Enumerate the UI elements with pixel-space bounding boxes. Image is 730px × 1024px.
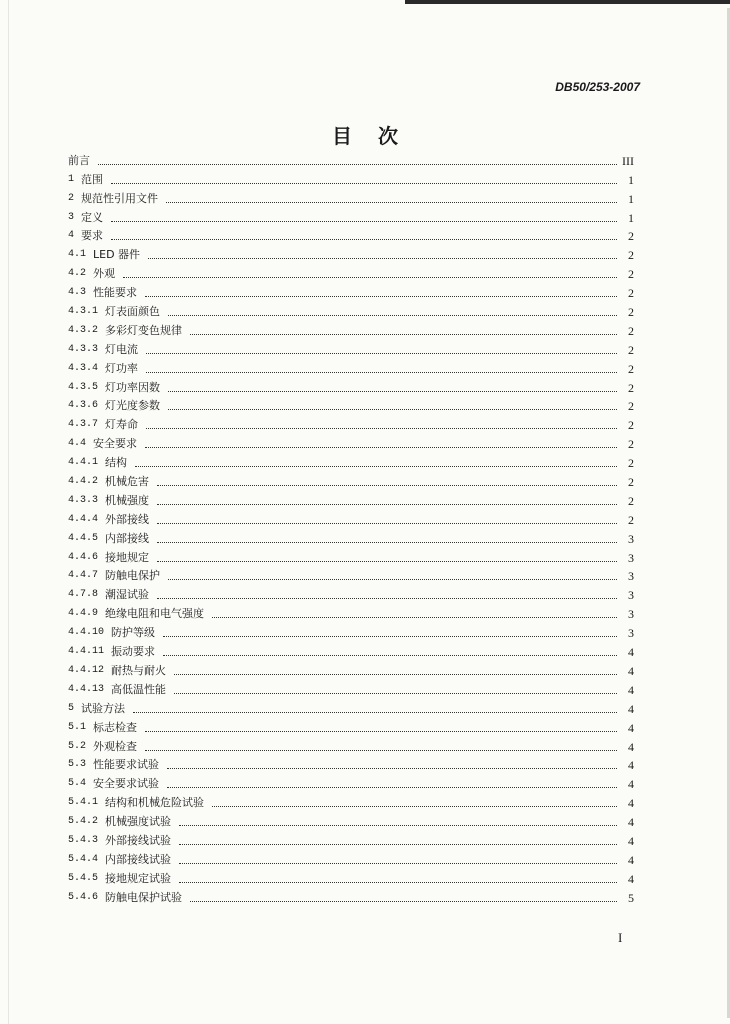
table-of-contents [68,149,634,905]
toc-entry-page: 4 [628,758,634,773]
toc-entry-title: 外部接线 [98,512,150,526]
toc-entry-page: 2 [628,267,634,282]
toc-entry-page: 3 [628,550,634,565]
toc-entry-title: 机械强度试验 [98,815,172,829]
toc-entry-title: 安全要求试验 [86,777,160,791]
toc-entry-number: 4.3.7 [68,419,99,431]
toc-entry-number: 2 [68,192,75,204]
toc-entry-page: 2 [628,475,634,490]
toc-dot-leader [167,786,617,788]
toc-entry-number: 4.3 [68,287,87,299]
toc-entry-page: III [622,153,634,168]
toc-entry-page: 4 [628,796,634,811]
toc-entry-number: 4.4.2 [68,476,99,488]
toc-dot-leader [167,767,617,769]
toc-entry-number: 5 [68,702,75,714]
toc-entry-title: 外观 [86,267,116,281]
toc-entry[interactable] [68,659,634,678]
toc-entry-page: 4 [628,701,634,716]
toc-entry[interactable] [68,678,634,697]
toc-entry-title: 内部接线试验 [98,852,172,866]
toc-dot-leader [190,333,617,335]
toc-entry-number: 4.3.4 [68,362,99,374]
toc-entry-page: 2 [628,493,634,508]
toc-entry-title: 标志检查 [86,720,138,734]
toc-entry-number: 5.4.6 [68,891,99,903]
toc-entry-title: 潮湿试验 [98,588,150,602]
toc-entry-number: 4.4 [68,438,87,450]
toc-dot-leader [145,295,617,297]
toc-dot-leader [179,862,617,864]
toc-entry[interactable] [68,886,634,905]
document-code: DB50/253-2007 [555,80,640,94]
toc-entry[interactable] [68,300,634,319]
toc-entry-title: 灯电流 [98,342,139,356]
toc-entry-page: 2 [628,248,634,263]
toc-dot-leader [212,616,617,618]
toc-entry-number: 4.3.1 [68,306,99,318]
toc-entry-number: 4.4.7 [68,570,99,582]
toc-entry-number: 4.3.3 [68,343,99,355]
toc-entry-title: 外观检查 [86,739,138,753]
toc-entry[interactable] [68,338,634,357]
toc-entry-number: 4.7.8 [68,589,99,601]
toc-entry-number: 4.1 [68,249,87,261]
toc-entry-page: 2 [628,323,634,338]
toc-entry[interactable] [68,319,634,338]
toc-entry-number: 5.4.2 [68,816,99,828]
toc-entry-title: 性能要求 [86,286,138,300]
toc-entry[interactable] [68,395,634,414]
toc-entry-number: 5.4.4 [68,853,99,865]
toc-entry-title: 灯表面颜色 [98,305,161,319]
toc-entry[interactable] [68,791,634,810]
toc-entry-page: 2 [628,512,634,527]
toc-entry[interactable] [68,546,634,565]
toc-entry-title: LED 器件 [86,248,141,262]
toc-entry[interactable] [68,716,634,735]
toc-entry-title: 结构和机械危险试验 [98,796,205,810]
toc-entry-title: 前言 [68,153,90,167]
toc-entry-title: 结构 [98,456,128,470]
toc-entry-title: 灯光度参数 [98,399,161,413]
toc-entry-title: 试验方法 [74,701,126,715]
title-char-left: 目 [332,124,352,148]
toc-entry[interactable] [68,281,634,300]
toc-entry-title: 绝缘电阻和电气强度 [98,607,205,621]
toc-entry-number: 4.4.10 [68,627,105,639]
toc-dot-leader [123,276,617,278]
toc-entry[interactable] [68,451,634,470]
toc-dot-leader [157,503,617,505]
toc-entry[interactable] [68,149,634,168]
toc-entry[interactable] [68,413,634,432]
toc-entry-page: 2 [628,399,634,414]
toc-entry-number: 4.4.12 [68,664,105,676]
toc-entry-number: 4.3.6 [68,400,99,412]
toc-entry-title: 防护等级 [104,626,156,640]
toc-entry[interactable] [68,602,634,621]
toc-entry-page: 2 [628,418,634,433]
toc-entry-number: 4.4.13 [68,683,105,695]
page-title [0,120,730,149]
toc-entry-number: 5.4 [68,778,87,790]
toc-dot-leader [168,314,617,316]
toc-dot-leader [111,182,617,184]
toc-entry-title: 安全要求 [86,437,138,451]
toc-entry-page: 4 [628,777,634,792]
toc-dot-leader [174,673,617,675]
toc-entry-number: 4.4.1 [68,457,99,469]
toc-entry[interactable] [68,583,634,602]
toc-dot-leader [146,427,617,429]
toc-entry-title: 外部接线试验 [98,833,172,847]
toc-entry-title: 机械危害 [98,475,150,489]
toc-entry-title: 防触电保护 [98,569,161,583]
toc-dot-leader [163,654,617,656]
footer-page-number: I [618,930,623,945]
toc-entry-page: 4 [628,720,634,735]
toc-entry-page: 1 [628,210,634,225]
toc-dot-leader [163,635,617,637]
toc-entry-number: 4.2 [68,268,87,280]
toc-entry-page: 4 [628,833,634,848]
toc-entry-title: 灯功率因数 [98,380,161,394]
toc-entry[interactable] [68,697,634,716]
toc-entry-page: 2 [628,229,634,244]
toc-entry-page: 3 [628,626,634,641]
toc-entry-number: 4.3.2 [68,324,99,336]
toc-entry-page: 4 [628,739,634,754]
toc-entry-title: 接地规定试验 [98,871,172,885]
toc-entry-page: 2 [628,342,634,357]
toc-entry[interactable] [68,735,634,754]
toc-entry[interactable] [68,243,634,262]
toc-entry-number: 5.4.5 [68,872,99,884]
toc-dot-leader [157,597,617,599]
toc-dot-leader [166,201,617,203]
toc-dot-leader [111,220,617,222]
toc-entry-number: 5.3 [68,759,87,771]
toc-entry-page: 5 [628,890,634,905]
toc-entry-page: 3 [628,531,634,546]
toc-entry[interactable] [68,754,634,773]
toc-entry-number: 4.4.4 [68,513,99,525]
toc-entry-page: 1 [628,191,634,206]
toc-entry[interactable] [68,357,634,376]
toc-entry-title: 防触电保护试验 [98,890,183,904]
scan-edge-left [8,0,9,1024]
toc-entry-title: 要求 [74,229,104,243]
toc-entry[interactable] [68,829,634,848]
toc-entry[interactable] [68,470,634,489]
toc-entry-title: 高低温性能 [104,682,167,696]
toc-entry[interactable] [68,262,634,281]
toc-entry[interactable] [68,565,634,584]
toc-entry-number: 5.2 [68,740,87,752]
toc-entry[interactable] [68,206,634,225]
toc-dot-leader [146,371,617,373]
toc-dot-leader [168,408,617,410]
toc-entry-page: 2 [628,286,634,301]
toc-entry-page: 3 [628,607,634,622]
toc-entry[interactable] [68,621,634,640]
toc-entry-number: 4.3.5 [68,381,99,393]
toc-entry-page: 4 [628,663,634,678]
toc-dot-leader [157,522,617,524]
toc-dot-leader [179,824,617,826]
toc-dot-leader [157,541,617,543]
toc-dot-leader [190,900,617,902]
toc-entry-title: 耐热与耐火 [104,663,167,677]
toc-entry[interactable] [68,772,634,791]
toc-entry-title: 规范性引用文件 [74,191,159,205]
toc-entry-number: 5.1 [68,721,87,733]
toc-dot-leader [212,805,617,807]
toc-entry[interactable] [68,867,634,886]
toc-entry-number: 5.4.1 [68,797,99,809]
toc-entry-page: 2 [628,380,634,395]
toc-entry[interactable] [68,527,634,546]
toc-entry-number: 4.4.5 [68,532,99,544]
toc-entry[interactable] [68,225,634,244]
toc-dot-leader [174,692,617,694]
toc-entry-page: 2 [628,361,634,376]
title-char-right: 次 [378,124,398,148]
toc-dot-leader [111,238,617,240]
toc-entry-page: 1 [628,172,634,187]
toc-dot-leader [179,881,617,883]
toc-entry[interactable] [68,508,634,527]
toc-entry[interactable] [68,489,634,508]
toc-dot-leader [179,843,617,845]
toc-dot-leader [133,711,617,713]
toc-entry-title: 定义 [74,210,104,224]
toc-entry-page: 4 [628,682,634,697]
toc-entry[interactable] [68,810,634,829]
toc-entry-page: 4 [628,852,634,867]
toc-entry[interactable] [68,640,634,659]
toc-dot-leader [157,484,617,486]
toc-entry-number: 4.4.11 [68,646,105,658]
toc-dot-leader [98,163,617,165]
toc-entry-page: 4 [628,645,634,660]
toc-entry[interactable] [68,168,634,187]
toc-entry-title: 性能要求试验 [86,758,160,772]
toc-entry-page: 3 [628,588,634,603]
toc-dot-leader [148,257,617,259]
toc-entry-number: 4.4.6 [68,551,99,563]
toc-entry-number: 4.3.3 [68,494,99,506]
toc-entry-page: 4 [628,871,634,886]
toc-entry-title: 接地规定 [98,550,150,564]
toc-entry[interactable] [68,376,634,395]
toc-entry-number: 4.4.9 [68,608,99,620]
toc-entry-page: 2 [628,305,634,320]
toc-entry-page: 2 [628,437,634,452]
toc-dot-leader [168,578,617,580]
toc-entry-title: 振动要求 [104,645,156,659]
toc-entry-number: 3 [68,211,75,223]
toc-entry-page: 3 [628,569,634,584]
toc-dot-leader [146,352,617,354]
toc-entry-title: 灯寿命 [98,418,139,432]
toc-entry-title: 灯功率 [98,361,139,375]
toc-entry-page: 2 [628,456,634,471]
scan-edge-top [405,0,730,4]
toc-entry-number: 1 [68,173,75,185]
toc-entry-number: 4 [68,230,75,242]
toc-entry-number: 5.4.3 [68,834,99,846]
toc-dot-leader [145,730,617,732]
toc-entry-title: 多彩灯变色规律 [98,323,183,337]
toc-entry[interactable] [68,848,634,867]
toc-dot-leader [145,446,617,448]
toc-dot-leader [168,390,617,392]
toc-entry-title: 内部接线 [98,531,150,545]
toc-entry-title: 范围 [74,172,104,186]
toc-entry-page: 4 [628,815,634,830]
toc-dot-leader [145,749,617,751]
toc-dot-leader [135,465,617,467]
toc-entry[interactable] [68,187,634,206]
toc-dot-leader [157,560,617,562]
toc-entry-title: 机械强度 [98,493,150,507]
toc-entry[interactable] [68,432,634,451]
